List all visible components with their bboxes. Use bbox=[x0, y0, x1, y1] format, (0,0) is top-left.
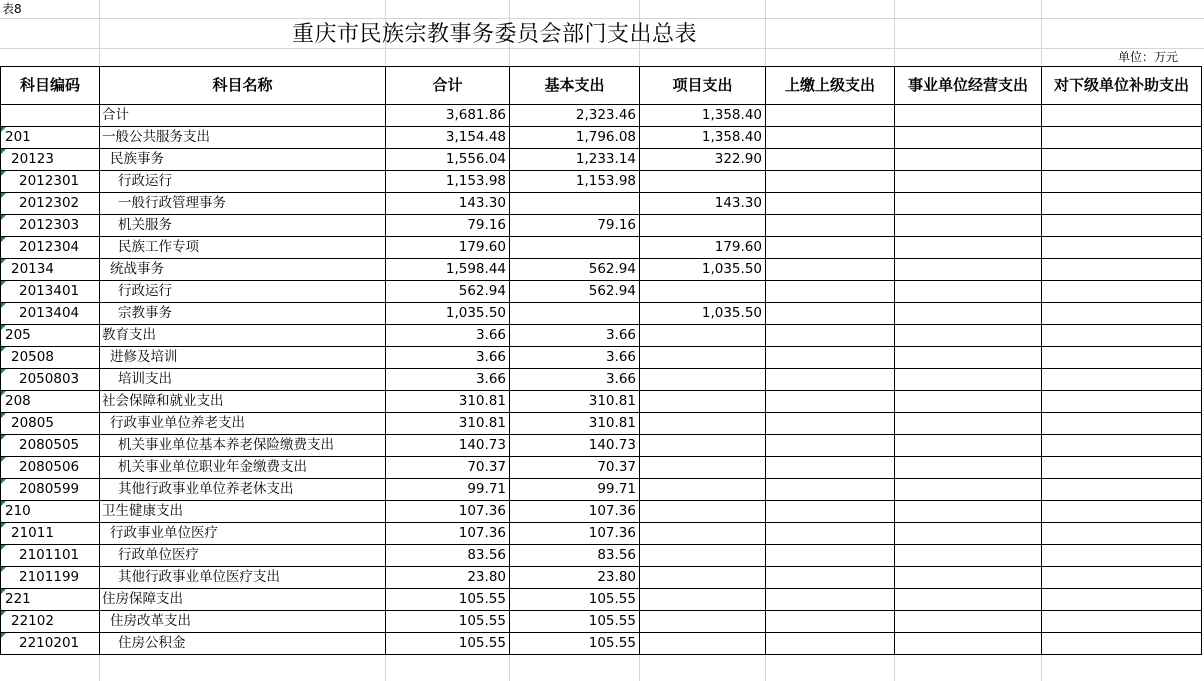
upper-cell[interactable] bbox=[766, 589, 895, 611]
upper-cell[interactable] bbox=[766, 259, 895, 281]
table-row bbox=[1, 479, 1202, 501]
project-cell[interactable]: 1,358.40 bbox=[640, 105, 766, 127]
header-cell-business[interactable]: 事业单位经营支出 bbox=[895, 67, 1042, 105]
upper-cell[interactable] bbox=[766, 149, 895, 171]
basic-cell[interactable]: 2,323.46 bbox=[510, 105, 640, 127]
basic-cell[interactable]: 3.66 bbox=[510, 325, 640, 347]
total-cell[interactable]: 1,556.04 bbox=[386, 149, 510, 171]
business-cell[interactable] bbox=[895, 479, 1042, 501]
subsidy-cell[interactable] bbox=[1042, 259, 1202, 281]
page-title[interactable]: 重庆市民族宗教事务委员会部门支出总表 bbox=[292, 22, 698, 47]
total-cell[interactable]: 70.37 bbox=[386, 457, 510, 479]
code-cell[interactable]: 208 bbox=[1, 391, 100, 413]
table-row bbox=[1, 149, 1202, 171]
total-cell[interactable]: 1,153.98 bbox=[386, 171, 510, 193]
name-cell[interactable]: 其他行政事业单位养老休支出 bbox=[100, 479, 386, 501]
code-cell[interactable]: 2012303 bbox=[1, 215, 100, 237]
project-cell[interactable] bbox=[640, 391, 766, 413]
code-cell[interactable]: 2210201 bbox=[1, 633, 100, 655]
project-cell[interactable]: 143.30 bbox=[640, 193, 766, 215]
total-cell[interactable]: 79.16 bbox=[386, 215, 510, 237]
subsidy-cell[interactable] bbox=[1042, 435, 1202, 457]
upper-cell[interactable] bbox=[766, 325, 895, 347]
subsidy-cell[interactable] bbox=[1042, 105, 1202, 127]
upper-cell[interactable] bbox=[766, 611, 895, 633]
basic-cell[interactable]: 1,153.98 bbox=[510, 171, 640, 193]
subsidy-cell[interactable] bbox=[1042, 325, 1202, 347]
business-cell[interactable] bbox=[895, 325, 1042, 347]
basic-cell[interactable]: 310.81 bbox=[510, 391, 640, 413]
name-cell[interactable]: 卫生健康支出 bbox=[100, 501, 386, 523]
upper-cell[interactable] bbox=[766, 215, 895, 237]
table-row bbox=[1, 127, 1202, 149]
table-row bbox=[1, 369, 1202, 391]
name-cell[interactable]: 培训支出 bbox=[100, 369, 386, 391]
header-cell-name[interactable]: 科目名称 bbox=[100, 67, 386, 105]
name-cell[interactable]: 行政事业单位养老支出 bbox=[100, 413, 386, 435]
basic-cell[interactable]: 70.37 bbox=[510, 457, 640, 479]
business-cell[interactable] bbox=[895, 457, 1042, 479]
code-cell[interactable]: 201 bbox=[1, 127, 100, 149]
code-cell[interactable]: 2050803 bbox=[1, 369, 100, 391]
code-cell[interactable]: 22102 bbox=[1, 611, 100, 633]
basic-cell[interactable]: 83.56 bbox=[510, 545, 640, 567]
code-cell[interactable]: 221 bbox=[1, 589, 100, 611]
name-cell[interactable]: 行政运行 bbox=[100, 171, 386, 193]
code-cell[interactable]: 2101101 bbox=[1, 545, 100, 567]
name-cell[interactable]: 宗教事务 bbox=[100, 303, 386, 325]
subsidy-cell[interactable] bbox=[1042, 479, 1202, 501]
business-cell[interactable] bbox=[895, 347, 1042, 369]
name-cell[interactable]: 进修及培训 bbox=[100, 347, 386, 369]
subsidy-cell[interactable] bbox=[1042, 501, 1202, 523]
subsidy-cell[interactable] bbox=[1042, 193, 1202, 215]
upper-cell[interactable] bbox=[766, 435, 895, 457]
business-cell[interactable] bbox=[895, 259, 1042, 281]
subsidy-cell[interactable] bbox=[1042, 215, 1202, 237]
name-cell[interactable]: 住房改革支出 bbox=[100, 611, 386, 633]
name-cell[interactable]: 行政事业单位医疗 bbox=[100, 523, 386, 545]
name-cell[interactable]: 统战事务 bbox=[100, 259, 386, 281]
upper-cell[interactable] bbox=[766, 633, 895, 655]
project-cell[interactable]: 179.60 bbox=[640, 237, 766, 259]
business-cell[interactable] bbox=[895, 391, 1042, 413]
total-cell[interactable]: 105.55 bbox=[386, 589, 510, 611]
header-cell-project[interactable]: 项目支出 bbox=[640, 67, 766, 105]
total-cell[interactable]: 562.94 bbox=[386, 281, 510, 303]
business-cell[interactable] bbox=[895, 633, 1042, 655]
business-cell[interactable] bbox=[895, 171, 1042, 193]
name-cell[interactable]: 民族工作专项 bbox=[100, 237, 386, 259]
upper-cell[interactable] bbox=[766, 171, 895, 193]
business-cell[interactable] bbox=[895, 303, 1042, 325]
code-cell[interactable]: 20508 bbox=[1, 347, 100, 369]
total-cell[interactable]: 107.36 bbox=[386, 501, 510, 523]
basic-cell[interactable]: 1,233.14 bbox=[510, 149, 640, 171]
header-cell-subsidy[interactable]: 对下级单位补助支出 bbox=[1042, 67, 1202, 105]
total-cell[interactable]: 179.60 bbox=[386, 237, 510, 259]
basic-cell[interactable]: 99.71 bbox=[510, 479, 640, 501]
project-cell[interactable] bbox=[640, 435, 766, 457]
subsidy-cell[interactable] bbox=[1042, 589, 1202, 611]
header-cell-code[interactable]: 科目编码 bbox=[1, 67, 100, 105]
basic-cell[interactable]: 79.16 bbox=[510, 215, 640, 237]
total-cell[interactable]: 23.80 bbox=[386, 567, 510, 589]
project-cell[interactable] bbox=[640, 281, 766, 303]
table-row bbox=[1, 523, 1202, 545]
project-cell[interactable] bbox=[640, 567, 766, 589]
subsidy-cell[interactable] bbox=[1042, 369, 1202, 391]
expenditure-table bbox=[0, 66, 1202, 655]
upper-cell[interactable] bbox=[766, 193, 895, 215]
project-cell[interactable] bbox=[640, 501, 766, 523]
table-row bbox=[1, 391, 1202, 413]
subsidy-cell[interactable] bbox=[1042, 413, 1202, 435]
project-cell[interactable] bbox=[640, 611, 766, 633]
name-cell[interactable]: 机关事业单位职业年金缴费支出 bbox=[100, 457, 386, 479]
table-body bbox=[1, 105, 1202, 655]
code-cell[interactable]: 20134 bbox=[1, 259, 100, 281]
name-cell[interactable]: 住房保障支出 bbox=[100, 589, 386, 611]
upper-cell[interactable] bbox=[766, 523, 895, 545]
code-cell[interactable]: 2080505 bbox=[1, 435, 100, 457]
upper-cell[interactable] bbox=[766, 303, 895, 325]
business-cell[interactable] bbox=[895, 127, 1042, 149]
subsidy-cell[interactable] bbox=[1042, 347, 1202, 369]
subsidy-cell[interactable] bbox=[1042, 281, 1202, 303]
business-cell[interactable] bbox=[895, 237, 1042, 259]
project-cell[interactable] bbox=[640, 347, 766, 369]
name-cell[interactable]: 住房公积金 bbox=[100, 633, 386, 655]
business-cell[interactable] bbox=[895, 545, 1042, 567]
basic-cell[interactable] bbox=[510, 237, 640, 259]
code-cell[interactable]: 2013404 bbox=[1, 303, 100, 325]
subsidy-cell[interactable] bbox=[1042, 545, 1202, 567]
business-cell[interactable] bbox=[895, 215, 1042, 237]
code-cell[interactable]: 2080506 bbox=[1, 457, 100, 479]
upper-cell[interactable] bbox=[766, 391, 895, 413]
total-cell[interactable]: 140.73 bbox=[386, 435, 510, 457]
header-cell-basic[interactable]: 基本支出 bbox=[510, 67, 640, 105]
table-row bbox=[1, 435, 1202, 457]
subsidy-cell[interactable] bbox=[1042, 127, 1202, 149]
table-row bbox=[1, 413, 1202, 435]
basic-cell[interactable]: 3.66 bbox=[510, 347, 640, 369]
project-cell[interactable] bbox=[640, 545, 766, 567]
project-cell[interactable]: 1,035.50 bbox=[640, 259, 766, 281]
name-cell[interactable]: 合计 bbox=[100, 105, 386, 127]
upper-cell[interactable] bbox=[766, 105, 895, 127]
name-cell[interactable]: 教育支出 bbox=[100, 325, 386, 347]
basic-cell[interactable]: 1,796.08 bbox=[510, 127, 640, 149]
project-cell[interactable] bbox=[640, 369, 766, 391]
basic-cell[interactable] bbox=[510, 303, 640, 325]
total-cell[interactable]: 3.66 bbox=[386, 347, 510, 369]
upper-cell[interactable] bbox=[766, 413, 895, 435]
code-cell[interactable]: 2080599 bbox=[1, 479, 100, 501]
gridline bbox=[0, 18, 1204, 19]
header-cell-upper[interactable]: 上缴上级支出 bbox=[766, 67, 895, 105]
table-row bbox=[1, 259, 1202, 281]
basic-cell[interactable]: 107.36 bbox=[510, 523, 640, 545]
business-cell[interactable] bbox=[895, 369, 1042, 391]
table-row bbox=[1, 325, 1202, 347]
upper-cell[interactable] bbox=[766, 567, 895, 589]
total-cell[interactable]: 310.81 bbox=[386, 413, 510, 435]
header-cell-total[interactable]: 合计 bbox=[386, 67, 510, 105]
name-cell[interactable]: 机关事业单位基本养老保险缴费支出 bbox=[100, 435, 386, 457]
name-cell[interactable]: 行政单位医疗 bbox=[100, 545, 386, 567]
business-cell[interactable] bbox=[895, 193, 1042, 215]
project-cell[interactable] bbox=[640, 215, 766, 237]
code-cell[interactable] bbox=[1, 105, 100, 127]
upper-cell[interactable] bbox=[766, 281, 895, 303]
business-cell[interactable] bbox=[895, 567, 1042, 589]
total-cell[interactable]: 3.66 bbox=[386, 369, 510, 391]
business-cell[interactable] bbox=[895, 589, 1042, 611]
basic-cell[interactable]: 23.80 bbox=[510, 567, 640, 589]
business-cell[interactable] bbox=[895, 501, 1042, 523]
table-row bbox=[1, 633, 1202, 655]
total-cell[interactable]: 143.30 bbox=[386, 193, 510, 215]
code-cell[interactable]: 2012302 bbox=[1, 193, 100, 215]
project-cell[interactable] bbox=[640, 633, 766, 655]
upper-cell[interactable] bbox=[766, 127, 895, 149]
total-cell[interactable]: 99.71 bbox=[386, 479, 510, 501]
project-cell[interactable]: 322.90 bbox=[640, 149, 766, 171]
project-cell[interactable] bbox=[640, 479, 766, 501]
code-cell[interactable]: 20123 bbox=[1, 149, 100, 171]
total-cell[interactable]: 1,598.44 bbox=[386, 259, 510, 281]
total-cell[interactable]: 83.56 bbox=[386, 545, 510, 567]
code-cell[interactable]: 205 bbox=[1, 325, 100, 347]
subsidy-cell[interactable] bbox=[1042, 457, 1202, 479]
table-row bbox=[1, 589, 1202, 611]
business-cell[interactable] bbox=[895, 611, 1042, 633]
name-cell[interactable]: 一般公共服务支出 bbox=[100, 127, 386, 149]
basic-cell[interactable]: 310.81 bbox=[510, 413, 640, 435]
total-cell[interactable]: 107.36 bbox=[386, 523, 510, 545]
code-cell[interactable]: 2012304 bbox=[1, 237, 100, 259]
basic-cell[interactable]: 105.55 bbox=[510, 633, 640, 655]
project-cell[interactable] bbox=[640, 171, 766, 193]
code-cell[interactable]: 21011 bbox=[1, 523, 100, 545]
basic-cell[interactable]: 105.55 bbox=[510, 611, 640, 633]
subsidy-cell[interactable] bbox=[1042, 171, 1202, 193]
subsidy-cell[interactable] bbox=[1042, 567, 1202, 589]
table-row bbox=[1, 193, 1202, 215]
basic-cell[interactable]: 105.55 bbox=[510, 589, 640, 611]
table-row bbox=[1, 347, 1202, 369]
table-row bbox=[1, 545, 1202, 567]
code-cell[interactable]: 20805 bbox=[1, 413, 100, 435]
subsidy-cell[interactable] bbox=[1042, 303, 1202, 325]
upper-cell[interactable] bbox=[766, 501, 895, 523]
unit-label[interactable]: 单位：万元 bbox=[1117, 50, 1178, 64]
basic-cell[interactable]: 562.94 bbox=[510, 259, 640, 281]
project-cell[interactable] bbox=[640, 457, 766, 479]
table-row bbox=[1, 303, 1202, 325]
upper-cell[interactable] bbox=[766, 237, 895, 259]
sheet-tag[interactable]: 表8 bbox=[2, 2, 22, 16]
table-row bbox=[1, 501, 1202, 523]
project-cell[interactable] bbox=[640, 589, 766, 611]
total-cell[interactable]: 310.81 bbox=[386, 391, 510, 413]
project-cell[interactable] bbox=[640, 413, 766, 435]
table-row bbox=[1, 611, 1202, 633]
code-cell[interactable]: 2013401 bbox=[1, 281, 100, 303]
table-row bbox=[1, 281, 1202, 303]
upper-cell[interactable] bbox=[766, 369, 895, 391]
project-cell[interactable] bbox=[640, 523, 766, 545]
subsidy-cell[interactable] bbox=[1042, 633, 1202, 655]
business-cell[interactable] bbox=[895, 105, 1042, 127]
business-cell[interactable] bbox=[895, 435, 1042, 457]
upper-cell[interactable] bbox=[766, 479, 895, 501]
subsidy-cell[interactable] bbox=[1042, 237, 1202, 259]
table-row bbox=[1, 237, 1202, 259]
subsidy-cell[interactable] bbox=[1042, 391, 1202, 413]
code-cell[interactable]: 2101199 bbox=[1, 567, 100, 589]
name-cell[interactable]: 行政运行 bbox=[100, 281, 386, 303]
project-cell[interactable]: 1,035.50 bbox=[640, 303, 766, 325]
total-cell[interactable]: 3,154.48 bbox=[386, 127, 510, 149]
table-row bbox=[1, 457, 1202, 479]
name-cell[interactable]: 民族事务 bbox=[100, 149, 386, 171]
table-row bbox=[1, 171, 1202, 193]
table-row bbox=[1, 215, 1202, 237]
total-cell[interactable]: 3,681.86 bbox=[386, 105, 510, 127]
total-cell[interactable]: 105.55 bbox=[386, 611, 510, 633]
business-cell[interactable] bbox=[895, 523, 1042, 545]
code-cell[interactable]: 2012301 bbox=[1, 171, 100, 193]
total-cell[interactable]: 105.55 bbox=[386, 633, 510, 655]
name-cell[interactable]: 一般行政管理事务 bbox=[100, 193, 386, 215]
table-row bbox=[1, 567, 1202, 589]
table-row bbox=[1, 105, 1202, 127]
name-cell[interactable]: 机关服务 bbox=[100, 215, 386, 237]
basic-cell[interactable]: 107.36 bbox=[510, 501, 640, 523]
basic-cell[interactable] bbox=[510, 193, 640, 215]
basic-cell[interactable]: 140.73 bbox=[510, 435, 640, 457]
name-cell[interactable]: 社会保障和就业支出 bbox=[100, 391, 386, 413]
subsidy-cell[interactable] bbox=[1042, 523, 1202, 545]
basic-cell[interactable]: 562.94 bbox=[510, 281, 640, 303]
project-cell[interactable]: 1,358.40 bbox=[640, 127, 766, 149]
code-cell[interactable]: 210 bbox=[1, 501, 100, 523]
total-cell[interactable]: 1,035.50 bbox=[386, 303, 510, 325]
basic-cell[interactable]: 3.66 bbox=[510, 369, 640, 391]
name-cell[interactable]: 其他行政事业单位医疗支出 bbox=[100, 567, 386, 589]
business-cell[interactable] bbox=[895, 413, 1042, 435]
total-cell[interactable]: 3.66 bbox=[386, 325, 510, 347]
upper-cell[interactable] bbox=[766, 545, 895, 567]
subsidy-cell[interactable] bbox=[1042, 149, 1202, 171]
business-cell[interactable] bbox=[895, 149, 1042, 171]
header-row bbox=[1, 67, 1202, 105]
business-cell[interactable] bbox=[895, 281, 1042, 303]
subsidy-cell[interactable] bbox=[1042, 611, 1202, 633]
project-cell[interactable] bbox=[640, 325, 766, 347]
upper-cell[interactable] bbox=[766, 457, 895, 479]
upper-cell[interactable] bbox=[766, 347, 895, 369]
